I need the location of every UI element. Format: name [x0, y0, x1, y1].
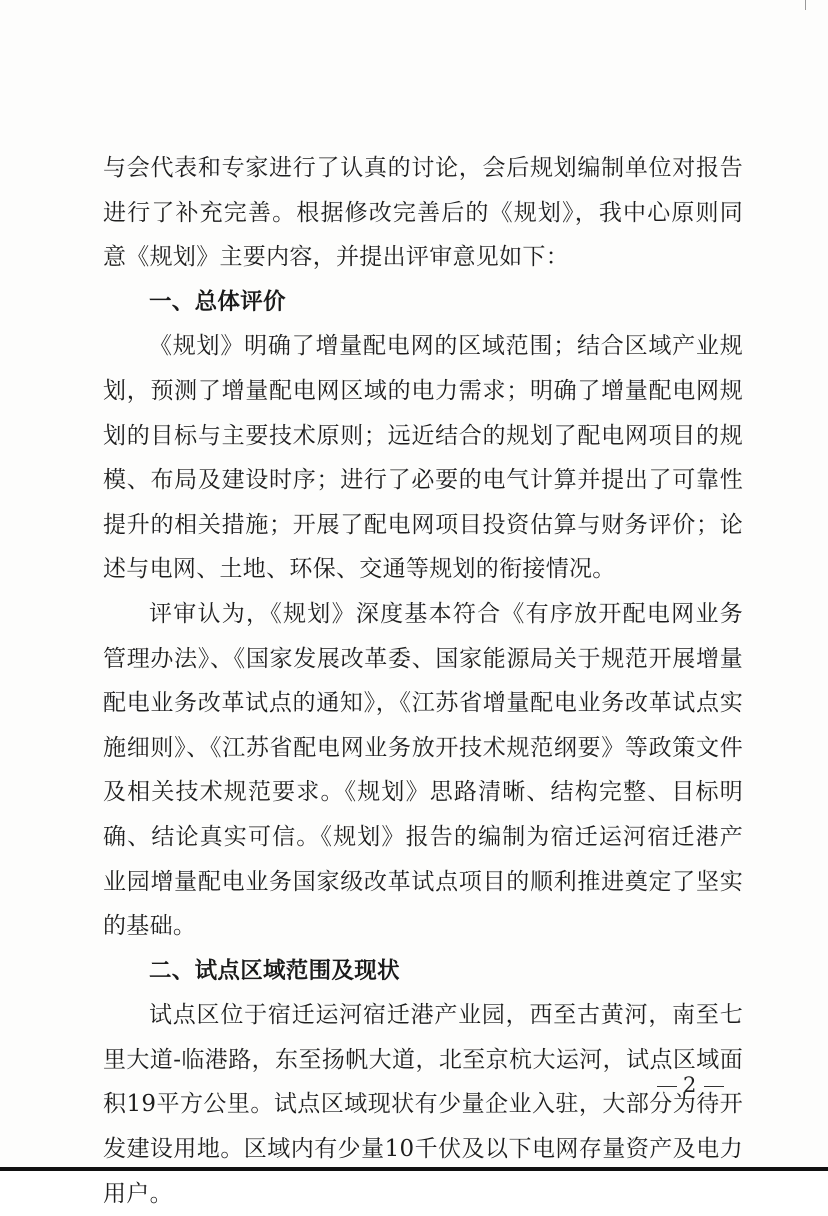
paragraph-intro: 与会代表和专家进行了认真的讨论，会后规划编制单位对报告进行了补充完善。根据修改完善后的《规划》，我中心原则同意《规划》主要内容，并提出评审意见如下：	[103, 155, 743, 271]
scan-mark	[805, 0, 806, 10]
paragraph-pilot-area: 试点区位于宿迁运河宿迁港产业园，西至古黄河，南至七里大道-临港路，东至扬帆大道，北至京杭大运河，试点区域面积19平方公里。试点区域现状有少量企业入驻，大部分为待开发建设用地。区域内有少量10千伏及以下电网存量资产及电力用户。	[103, 1002, 743, 1207]
paragraph-overall-evaluation: 《规划》明确了增量配电网的区域范围；结合区域产业规划，预测了增量配电网区域的电力需求；明确了增量配电网规划的目标与主要技术原则；远近结合的规划了配电网项目的规模、布局及建设时序；进行了必要的电气计算并提出了可靠性提升的相关措施；开展了配电网项目投资估算与财务评价；论述与电网、土地、环保、交通等规划的衔接情况。	[103, 333, 743, 583]
dash-right	[704, 1086, 724, 1088]
page-number	[651, 1073, 730, 1097]
dash-left	[657, 1086, 677, 1088]
section-heading-pilot-area: 二、试点区域范围及现状	[149, 957, 400, 984]
section-heading-overall-evaluation: 一、总体评价	[149, 288, 286, 315]
document-body	[103, 146, 743, 1216]
paragraph-review-conclusion: 评审认为，《规划》深度基本符合《有序放开配电网业务管理办法》、《国家发展改革委、国家能源局关于规范开展增量配电业务改革试点的通知》，《江苏省增量配电业务改革试点实施细则》、《江苏省配电网业务放开技术规范纲要》等政策文件及相关技术规范要求。《规划》思路清晰、结构完整、目标明确、结论真实可信。《规划》报告的编制为宿迁运河宿迁港产业园增量配电业务国家级改革试点项目的顺利推进奠定了坚实的基础。	[103, 600, 743, 940]
page-number-value: 2	[683, 1073, 699, 1097]
scan-bottom-edge	[0, 1167, 828, 1171]
